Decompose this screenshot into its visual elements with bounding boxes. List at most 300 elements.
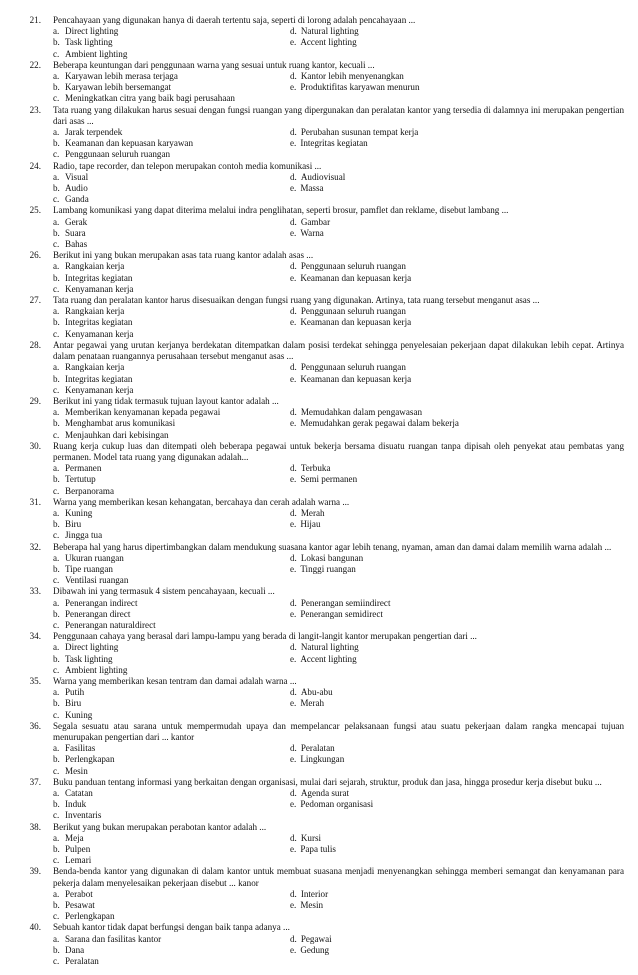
option-letter: b. <box>53 138 60 149</box>
option-text: Tertutup <box>65 474 96 485</box>
option-row <box>0 810 638 821</box>
option-c <box>0 855 290 866</box>
option-row <box>0 385 638 396</box>
option-letter: a. <box>53 687 60 698</box>
option-letter: e. <box>290 317 297 328</box>
question-header <box>0 721 638 743</box>
option-e <box>290 844 638 855</box>
option-row <box>0 49 638 60</box>
option-row <box>0 217 638 228</box>
option-letter: c. <box>53 810 60 821</box>
option-d <box>290 642 638 653</box>
question-number: 38. <box>29 821 41 832</box>
option-letter: c. <box>53 93 60 104</box>
option-text: Audiovisual <box>300 171 346 182</box>
option-a <box>0 306 290 317</box>
option-row <box>0 474 638 485</box>
option-letter: b. <box>53 373 60 384</box>
option-text: Keamanan dan kepuasan karyawan <box>65 138 194 149</box>
question-text: Beberapa keuntungan dari penggunaan warna yang sesuai untuk ruang kantor, kecuali ... <box>53 59 375 70</box>
option-row <box>0 911 638 922</box>
question-header <box>0 586 638 597</box>
option-text: Permanen <box>65 463 102 474</box>
option-text: Perlengkapan <box>65 754 115 765</box>
question-text: Dibawah ini yang termasuk 4 sistem pencahayaan, kecuali ... <box>53 586 275 597</box>
question-item <box>0 497 638 542</box>
option-text: Gambar <box>300 216 331 227</box>
option-text: Kenyamanan kerja <box>65 283 134 294</box>
option-row <box>0 362 638 373</box>
option-text: Direct lighting <box>65 26 119 37</box>
option-letter: d. <box>290 888 297 899</box>
question-number: 40. <box>29 922 41 933</box>
option-e <box>290 138 638 149</box>
question-item <box>0 922 638 967</box>
option-text: Papa tulis <box>300 844 336 855</box>
question-header <box>0 441 638 463</box>
option-letter: e. <box>290 183 297 194</box>
option-row <box>0 654 638 665</box>
option-c <box>0 530 290 541</box>
option-text: Perlengkapan <box>65 911 115 922</box>
option-letter: c. <box>53 855 60 866</box>
option-letter: b. <box>53 418 60 429</box>
option-text: Visual <box>65 171 89 182</box>
option-row <box>0 833 638 844</box>
question-item <box>0 105 638 161</box>
option-text: Lingkungan <box>300 754 345 765</box>
question-text: Radio, tape recorder, dan telepon merupakan contoh media komunikasi ... <box>53 160 322 171</box>
option-row <box>0 228 638 239</box>
option-text: Lokasi bangunan <box>300 552 364 563</box>
question-number: 35. <box>29 675 41 686</box>
option-row <box>0 598 638 609</box>
option-text: Tipe ruangan <box>65 563 113 574</box>
option-a <box>0 261 290 272</box>
option-letter: b. <box>53 82 60 93</box>
question-text: Berikut ini yang bukan merupakan asas tata ruang kantor adalah asas ... <box>53 250 314 261</box>
option-a <box>0 934 290 945</box>
option-b <box>0 564 290 575</box>
question-header <box>0 777 638 788</box>
option-row <box>0 172 638 183</box>
option-row <box>0 26 638 37</box>
option-text: Biru <box>65 519 82 530</box>
question-number: 32. <box>29 541 41 552</box>
option-text: Peralatan <box>300 743 335 754</box>
option-letter: e. <box>290 373 297 384</box>
option-b <box>0 945 290 956</box>
option-row <box>0 575 638 586</box>
option-e <box>290 474 638 485</box>
option-letter: a. <box>53 261 60 272</box>
option-b <box>0 519 290 530</box>
option-d <box>290 687 638 698</box>
option-c <box>0 284 290 295</box>
option-b <box>0 317 290 328</box>
question-number: 37. <box>29 776 41 787</box>
question-text: Tata ruang dan peralatan kantor harus disesuaikan dengan fungsi ruang yang digunakan. Artinya, tata ruang tersebut menganut asas ... <box>53 295 540 306</box>
option-d <box>290 71 638 82</box>
option-text: Ukuran ruangan <box>65 552 124 563</box>
option-letter: a. <box>53 463 60 474</box>
option-letter: b. <box>53 317 60 328</box>
option-text: Gedung <box>300 944 330 955</box>
question-number: 28. <box>29 339 41 350</box>
option-text: Integritas kegiatan <box>300 138 368 149</box>
option-letter: b. <box>53 698 60 709</box>
option-e <box>290 273 638 284</box>
option-a <box>0 127 290 138</box>
option-letter: d. <box>290 127 297 138</box>
option-a <box>0 598 290 609</box>
question-text: Beberapa hal yang harus dipertimbangkan dalam mendukung suasana kantor agar lebih tenang, nyaman, aman dan damai dalam memilih warna adalah ... <box>53 541 612 552</box>
option-text: Mesin <box>65 765 88 776</box>
option-a <box>0 362 290 373</box>
option-letter: c. <box>53 765 60 776</box>
option-letter: a. <box>53 788 60 799</box>
option-letter: d. <box>290 743 297 754</box>
option-d <box>290 306 638 317</box>
question-number: 31. <box>29 496 41 507</box>
question-number: 26. <box>29 250 41 261</box>
option-row <box>0 93 638 104</box>
question-header <box>0 340 638 362</box>
question-text: Warna yang memberikan kesan kehangatan, bercahaya dan cerah adalah warna ... <box>53 496 350 507</box>
question-item <box>0 250 638 295</box>
option-text: Mesin <box>300 900 324 911</box>
option-letter: a. <box>53 743 60 754</box>
option-text: Keamanan dan kepuasan kerja <box>300 317 412 328</box>
option-row <box>0 239 638 250</box>
option-row <box>0 519 638 530</box>
option-a <box>0 743 290 754</box>
option-letter: d. <box>290 832 297 843</box>
option-text: Ganda <box>65 194 89 205</box>
option-text: Penggunaan seluruh ruangan <box>65 149 171 160</box>
option-text: Ventilasi ruangan <box>65 575 129 586</box>
option-letter: e. <box>290 227 297 238</box>
option-d <box>290 934 638 945</box>
option-row <box>0 766 638 777</box>
option-letter: d. <box>290 407 297 418</box>
option-b <box>0 799 290 810</box>
question-text: Berikut ini yang tidak termasuk tujuan layout kantor adalah ... <box>53 395 279 406</box>
question-item <box>0 631 638 676</box>
question-item <box>0 205 638 250</box>
question-number: 30. <box>29 440 41 451</box>
option-row <box>0 486 638 497</box>
option-text: Rangkaian kerja <box>65 306 125 317</box>
option-text: Perabot <box>65 888 93 899</box>
option-row <box>0 374 638 385</box>
option-d <box>290 463 638 474</box>
question-header <box>0 60 638 71</box>
option-text: Task lighting <box>65 37 113 48</box>
option-letter: e. <box>290 272 297 283</box>
option-c <box>0 486 290 497</box>
option-text: Induk <box>65 799 87 810</box>
option-d <box>290 833 638 844</box>
option-text: Abu-abu <box>300 687 333 698</box>
option-letter: b. <box>53 272 60 283</box>
option-text: Kursi <box>300 832 322 843</box>
option-letter: b. <box>53 183 60 194</box>
option-letter: c. <box>53 429 60 440</box>
option-letter: a. <box>53 507 60 518</box>
option-row <box>0 284 638 295</box>
question-header <box>0 866 638 888</box>
option-letter: c. <box>53 384 60 395</box>
option-letter: c. <box>53 709 60 720</box>
option-row <box>0 329 638 340</box>
question-list <box>0 15 638 967</box>
option-letter: d. <box>290 642 297 653</box>
option-row <box>0 844 638 855</box>
option-text: Accent lighting <box>300 37 357 48</box>
option-letter: b. <box>53 37 60 48</box>
option-c <box>0 665 290 676</box>
option-text: Pesawat <box>65 900 95 911</box>
option-row <box>0 306 638 317</box>
option-b <box>0 698 290 709</box>
question-number: 22. <box>29 59 41 70</box>
option-b <box>0 37 290 48</box>
question-text: Warna yang memberikan kesan tentram dan damai adalah warna ... <box>53 675 297 686</box>
question-text: Ruang kerja cukup luas dan ditempati oleh beberapa pegawai untuk bekerja bersama disuatu ruangan tanpa dipisah oleh penyekat atau pembatas yang permanen. Model tata ruang yang digunakan adalah... <box>53 440 624 462</box>
option-letter: d. <box>290 171 297 182</box>
option-letter: c. <box>53 530 60 541</box>
option-row <box>0 261 638 272</box>
option-row <box>0 799 638 810</box>
option-letter: a. <box>53 127 60 138</box>
option-letter: c. <box>53 575 60 586</box>
question-number: 39. <box>29 866 41 877</box>
option-b <box>0 273 290 284</box>
option-letter: d. <box>290 71 297 82</box>
option-row <box>0 609 638 620</box>
question-item <box>0 15 638 60</box>
option-text: Merah <box>300 698 325 709</box>
option-d <box>290 788 638 799</box>
option-b <box>0 138 290 149</box>
option-text: Pedoman organisasi <box>300 799 374 810</box>
question-item <box>0 676 638 721</box>
option-c <box>0 194 290 205</box>
question-item <box>0 161 638 206</box>
option-text: Pegawai <box>300 933 332 944</box>
option-b <box>0 418 290 429</box>
option-text: Jarak terpendek <box>65 127 123 138</box>
option-letter: a. <box>53 171 60 182</box>
option-c <box>0 956 290 967</box>
option-d <box>290 172 638 183</box>
option-letter: a. <box>53 26 60 37</box>
option-d <box>290 598 638 609</box>
option-row <box>0 430 638 441</box>
option-text: Menghambat arus komunikasi <box>65 418 176 429</box>
option-text: Jingga tua <box>65 530 103 541</box>
option-text: Terbuka <box>300 463 331 474</box>
option-text: Karyawan lebih merasa terjaga <box>65 71 178 82</box>
option-row <box>0 934 638 945</box>
option-text: Integritas kegiatan <box>65 272 133 283</box>
option-row <box>0 889 638 900</box>
option-c <box>0 766 290 777</box>
option-text: Fasilitas <box>65 743 96 754</box>
option-text: Meningkatkan citra yang baik bagi perusahaan <box>65 93 235 104</box>
option-letter: a. <box>53 362 60 373</box>
option-letter: e. <box>290 563 297 574</box>
option-row <box>0 407 638 418</box>
question-text: Antar pegawai yang urutan kerjanya berdekatan ditempatkan dalam posisi terdekat sehingga penyelesaian pekerjaan dapat dilakukan lebih cepat. Artinya dalam penataan ruangannya perusahaan tersebut menganut asas ... <box>53 339 624 362</box>
option-row <box>0 71 638 82</box>
option-b <box>0 900 290 911</box>
option-text: Menjauhkan dari kebisingan <box>65 429 169 440</box>
option-d <box>290 508 638 519</box>
option-text: Direct lighting <box>65 642 119 653</box>
option-letter: c. <box>53 911 60 922</box>
option-row <box>0 553 638 564</box>
option-text: Integritas kegiatan <box>65 317 133 328</box>
question-number: 21. <box>29 15 41 25</box>
question-text: Berikut yang bukan merupakan perabotan kantor adalah ... <box>53 821 267 832</box>
option-text: Semi permanen <box>300 474 358 485</box>
option-letter: e. <box>290 37 297 48</box>
option-letter: c. <box>53 48 60 59</box>
option-a <box>0 687 290 698</box>
question-item <box>0 721 638 777</box>
option-a <box>0 463 290 474</box>
option-text: Massa <box>300 183 324 194</box>
option-b <box>0 374 290 385</box>
option-text: Agenda surat <box>300 788 350 799</box>
option-row <box>0 317 638 328</box>
option-c <box>0 575 290 586</box>
option-text: Produktifitas karyawan menurun <box>300 82 420 93</box>
option-text: Memberikan kenyamanan kepada pegawai <box>65 407 221 418</box>
option-letter: b. <box>53 653 60 664</box>
option-letter: d. <box>290 552 297 563</box>
question-item <box>0 60 638 105</box>
question-number: 36. <box>29 720 41 731</box>
option-row <box>0 698 638 709</box>
question-item <box>0 396 638 441</box>
option-text: Penerangan semiindirect <box>300 597 391 608</box>
option-row <box>0 418 638 429</box>
option-row <box>0 508 638 519</box>
option-letter: e. <box>290 138 297 149</box>
option-text: Kuning <box>65 709 93 720</box>
option-letter: e. <box>290 698 297 709</box>
question-header <box>0 205 638 216</box>
option-letter: a. <box>53 832 60 843</box>
option-letter: a. <box>53 642 60 653</box>
option-e <box>290 37 638 48</box>
option-text: Rangkaian kerja <box>65 362 125 373</box>
question-header <box>0 676 638 687</box>
option-row <box>0 687 638 698</box>
option-text: Rangkaian kerja <box>65 261 125 272</box>
question-header <box>0 295 638 306</box>
option-c <box>0 93 290 104</box>
option-a <box>0 217 290 228</box>
question-number: 33. <box>29 586 41 597</box>
option-text: Karyawan lebih bersemangat <box>65 82 172 93</box>
option-e <box>290 754 638 765</box>
option-text: Meja <box>65 832 84 843</box>
option-text: Ambient lighting <box>65 48 128 59</box>
option-text: Accent lighting <box>300 653 357 664</box>
option-text: Penggunaan seluruh ruangan <box>300 306 406 317</box>
option-row <box>0 956 638 967</box>
question-item <box>0 866 638 922</box>
option-letter: c. <box>53 194 60 205</box>
option-text: Suara <box>65 227 86 238</box>
option-text: Merah <box>300 507 325 518</box>
option-a <box>0 172 290 183</box>
option-row <box>0 788 638 799</box>
option-e <box>290 317 638 328</box>
option-a <box>0 553 290 564</box>
question-number: 23. <box>29 104 41 115</box>
option-text: Perubahan susunan tempat kerja <box>300 127 419 138</box>
option-letter: e. <box>290 944 297 955</box>
option-e <box>290 900 638 911</box>
option-letter: e. <box>290 653 297 664</box>
option-letter: b. <box>53 799 60 810</box>
option-row <box>0 642 638 653</box>
option-letter: a. <box>53 71 60 82</box>
option-row <box>0 127 638 138</box>
option-row <box>0 138 638 149</box>
option-letter: d. <box>290 306 297 317</box>
option-b <box>0 609 290 620</box>
option-d <box>290 127 638 138</box>
option-letter: c. <box>53 664 60 675</box>
option-letter: e. <box>290 418 297 429</box>
option-text: Penggunaan seluruh ruangan <box>300 261 406 272</box>
question-item <box>0 586 638 631</box>
option-e <box>290 183 638 194</box>
option-text: Keamanan dan kepuasan kerja <box>300 373 412 384</box>
option-text: Sarana dan fasilitas kantor <box>65 933 162 944</box>
option-letter: a. <box>53 552 60 563</box>
option-text: Penerangan indirect <box>65 597 138 608</box>
question-header <box>0 822 638 833</box>
option-letter: d. <box>290 597 297 608</box>
question-text: Benda-benda kantor yang digunakan di dalam kantor untuk membuat suasana menjadi menyenangkan sehingga memberi semangat dan kenyamanan para pekerja dalam menyelesaikan pekerjaan disebut ... kanor <box>53 866 624 888</box>
option-row <box>0 149 638 160</box>
option-letter: c. <box>53 149 60 160</box>
option-letter: e. <box>290 799 297 810</box>
option-letter: e. <box>290 844 297 855</box>
option-d <box>290 553 638 564</box>
option-letter: b. <box>53 844 60 855</box>
option-letter: d. <box>290 261 297 272</box>
option-row <box>0 194 638 205</box>
option-e <box>290 374 638 385</box>
option-text: Peralatan <box>65 956 99 967</box>
option-row <box>0 665 638 676</box>
option-text: Kantor lebih menyenangkan <box>300 71 404 82</box>
question-header <box>0 542 638 553</box>
option-e <box>290 654 638 665</box>
option-letter: a. <box>53 597 60 608</box>
option-letter: e. <box>290 519 297 530</box>
option-c <box>0 49 290 60</box>
option-letter: a. <box>53 407 60 418</box>
